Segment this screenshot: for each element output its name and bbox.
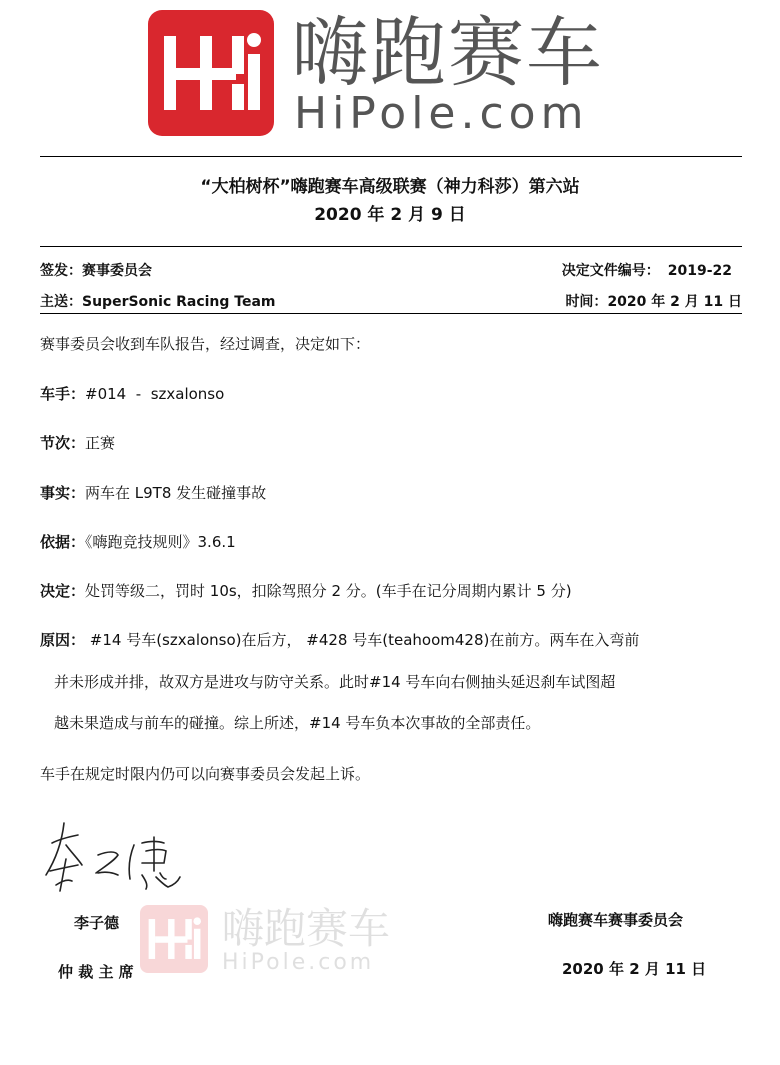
fact-label: 事实： bbox=[40, 484, 86, 502]
reason-text-3: 越未果造成与前车的碰撞。综上所述，#14 号车负本次事故的全部责任。 bbox=[54, 714, 541, 732]
driver-value: #014 - szxalonso bbox=[85, 385, 225, 403]
recipient-row bbox=[40, 291, 276, 311]
session-label: 节次： bbox=[40, 434, 86, 452]
reason-text-1: #14 号车(szxalonso)在后方， #428 号车(teahoom428)在前方。两车在入弯前 bbox=[85, 631, 640, 649]
doc-number-row bbox=[562, 260, 732, 280]
signature-date: 2020 年 2 月 11 日 bbox=[562, 960, 707, 978]
basis-value: 《嗨跑竞技规则》3.6.1 bbox=[85, 533, 236, 551]
reason-label: 原因： bbox=[40, 631, 86, 649]
doc-number-value: 2019-22 bbox=[667, 263, 732, 279]
fact-line bbox=[40, 483, 266, 503]
signer-role: 仲 裁 主 席 bbox=[58, 963, 134, 981]
header-divider bbox=[40, 156, 742, 157]
decision-label: 决定： bbox=[40, 582, 86, 600]
session-line bbox=[40, 433, 115, 453]
watermark-chinese-text: 嗨跑赛车 bbox=[222, 904, 391, 953]
hi-watermark-icon bbox=[140, 905, 208, 973]
logo-chinese-text: 嗨跑赛车 bbox=[292, 8, 604, 97]
hi-logo-icon bbox=[148, 10, 274, 136]
time-label: 时间： bbox=[565, 294, 608, 310]
issuer-row bbox=[40, 260, 152, 280]
basis-line bbox=[40, 532, 236, 552]
time-row bbox=[565, 291, 742, 311]
recipient-label: 主送： bbox=[40, 294, 82, 310]
watermark-logo-mark bbox=[140, 905, 208, 973]
decision-line bbox=[40, 581, 572, 601]
event-date: 2020 年 2 月 9 日 bbox=[314, 205, 466, 225]
appeal-text: 车手在规定时限内仍可以向赛事委员会发起上诉。 bbox=[40, 765, 371, 783]
logo-domain-text: HiPole.com bbox=[294, 88, 589, 139]
title-divider bbox=[40, 246, 742, 247]
reason-line-1 bbox=[40, 630, 639, 650]
handwritten-signature bbox=[38, 815, 188, 895]
issuer-label: 签发： bbox=[40, 263, 82, 279]
driver-line bbox=[40, 384, 224, 404]
hipole-logo-mark bbox=[148, 10, 274, 136]
driver-label: 车手： bbox=[40, 385, 86, 403]
session-value: 正赛 bbox=[85, 434, 116, 452]
event-title: “大柏树杯”嗨跑赛车高级联赛（神力科莎）第六站 bbox=[200, 177, 580, 197]
intro-text: 赛事委员会收到车队报告，经过调查，决定如下： bbox=[40, 335, 371, 353]
watermark-domain-text: HiPole.com bbox=[222, 950, 375, 975]
fact-value: 两车在 L9T8 发生碰撞事故 bbox=[85, 484, 267, 502]
reason-text-2: 并未形成并排，故双方是进攻与防守关系。此时#14 号车向右侧抽头延迟刹车试图超 bbox=[54, 673, 616, 691]
time-value: 2020 年 2 月 11 日 bbox=[607, 294, 742, 310]
issuer-value: 赛事委员会 bbox=[82, 263, 152, 279]
decision-value: 处罚等级二，罚时 10s，扣除驾照分 2 分。(车手在记分周期内累计 5 分) bbox=[85, 582, 572, 600]
meta-divider bbox=[40, 313, 742, 314]
doc-number-label: 决定文件编号： bbox=[561, 263, 660, 279]
basis-label: 依据： bbox=[40, 533, 86, 551]
recipient-value: SuperSonic Racing Team bbox=[82, 294, 276, 310]
issuing-organization: 嗨跑赛车赛事委员会 bbox=[548, 911, 684, 929]
signer-name: 李子德 bbox=[74, 914, 120, 932]
